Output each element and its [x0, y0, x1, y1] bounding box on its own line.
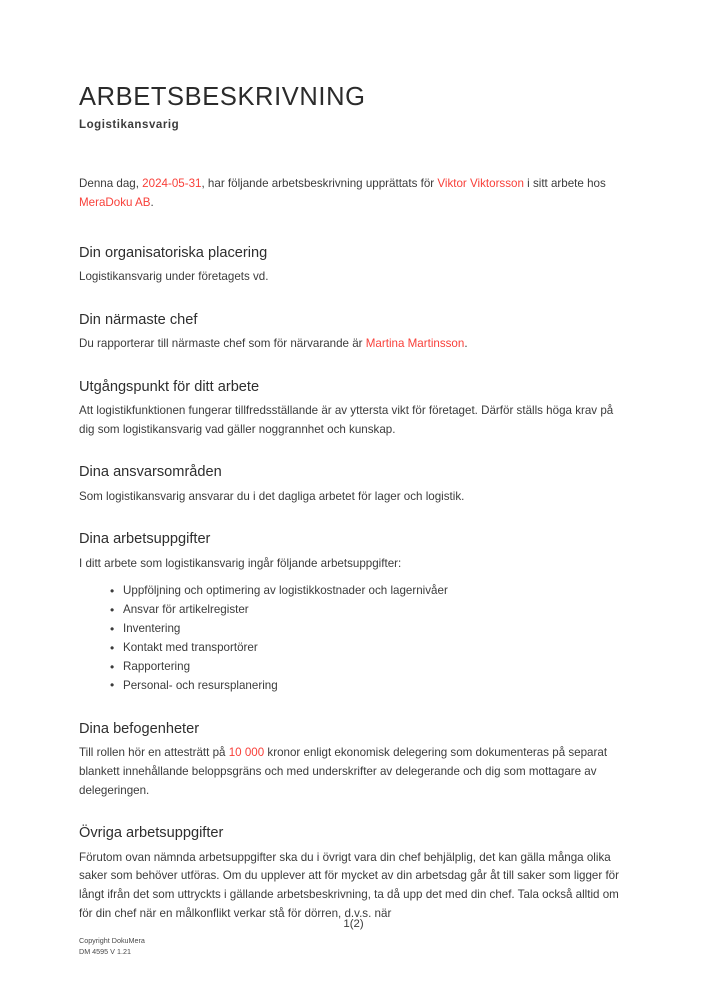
section-body: Logistikansvarig under företagets vd. — [79, 269, 269, 283]
footer-document-id: DM 4595 V 1.21 — [79, 947, 131, 957]
intro-text-part2: , har följande arbetsbeskrivning upprättats för — [201, 177, 438, 191]
section-body-suffix: . — [464, 336, 468, 350]
page-subtitle: Logistikansvarig — [79, 119, 180, 132]
list-item: • Ansvar för artikelregister — [110, 601, 629, 620]
section-narmaste-chef — [79, 287, 629, 354]
list-item: • Rapportering — [110, 658, 629, 677]
attest-amount-field: 10 000 — [228, 746, 265, 760]
intro-date-field: 2024-05-31 — [142, 177, 202, 191]
list-item: • Inventering — [110, 620, 629, 639]
footer-copyright: Copyright DokuMera — [79, 936, 145, 945]
document-content — [79, 0, 629, 924]
section-utgangspunkt — [79, 354, 629, 440]
list-item: • Uppföljning och optimering av logistikkostnader och lagernivåer — [110, 582, 629, 601]
intro-text-part3: i sitt arbete hos — [523, 177, 606, 191]
section-body: Förutom ovan nämnda arbetsuppgifter ska du i övrigt vara din chef behjälplig, det kan gälla många olika saker som behöver utföras. Om du upplever att för mycket av din arbetsdag går åt till saker som ligger för långt ifrån det som uttryckts i gällande arbetsbeskrivning, ta då upp det med din chef. Tala också alltid om för din chef när en målkonflikt verkar stå för dörren, d.v.s. när — [79, 850, 619, 920]
section-befogenheter — [79, 696, 629, 801]
section-heading: Din närmaste chef — [79, 311, 198, 328]
page-number: 1(2) — [343, 918, 364, 930]
task-bullet-list — [79, 573, 629, 695]
section-ovriga-arbetsuppgifter — [79, 800, 629, 923]
intro-text-part1: Denna dag, — [79, 177, 143, 191]
section-heading: Övriga arbetsuppgifter — [79, 825, 224, 842]
section-body: Att logistikfunktionen fungerar tillfredsställande är av yttersta vikt för företaget. Därför ställs höga krav på dig som logistikansvarig vad gäller noggrannhet och kunskap. — [79, 403, 614, 436]
intro-paragraph — [79, 131, 629, 213]
section-heading: Dina ansvarsområden — [79, 464, 222, 481]
intro-employee-field: Viktor Viktorsson — [437, 177, 524, 191]
page-footer — [0, 918, 707, 978]
section-body: Som logistikansvarig ansvarar du i det dagliga arbetet för lager och logistik. — [79, 489, 465, 503]
section-body-prefix: Till rollen hör en attesträtt på — [79, 746, 229, 760]
section-heading: Dina arbetsuppgifter — [79, 531, 211, 548]
section-body: I ditt arbete som logistikansvarig ingår följande arbetsuppgifter: — [79, 556, 402, 570]
section-body-prefix: Du rapporterar till närmaste chef som för närvarande är — [79, 336, 366, 350]
section-heading: Utgångspunkt för ditt arbete — [79, 378, 260, 395]
intro-company-field: MeraDoku AB — [79, 195, 151, 209]
manager-name-field: Martina Martinsson — [365, 336, 465, 350]
section-body — [79, 738, 629, 800]
section-heading: Dina befogenheter — [79, 720, 200, 737]
section-body — [79, 329, 629, 354]
list-item: • Personal- och resursplanering — [110, 677, 629, 696]
section-organisatorisk-placering — [79, 213, 629, 287]
page-title: ARBETSBESKRIVNING — [79, 83, 366, 111]
intro-text-part4: . — [150, 195, 154, 209]
section-ansvarsomraden — [79, 439, 629, 506]
list-item: • Kontakt med transportörer — [110, 639, 629, 658]
section-arbetsuppgifter — [79, 506, 629, 695]
section-body-suffix: kronor enligt ekonomisk delegering som dokumenteras på separat blankett innehållande beloppsgräns och med underskrifter av delegerande och dig som mottagare av delegeringen. — [79, 746, 608, 797]
section-heading: Din organisatoriska placering — [79, 244, 268, 261]
footer-metadata — [79, 935, 145, 957]
